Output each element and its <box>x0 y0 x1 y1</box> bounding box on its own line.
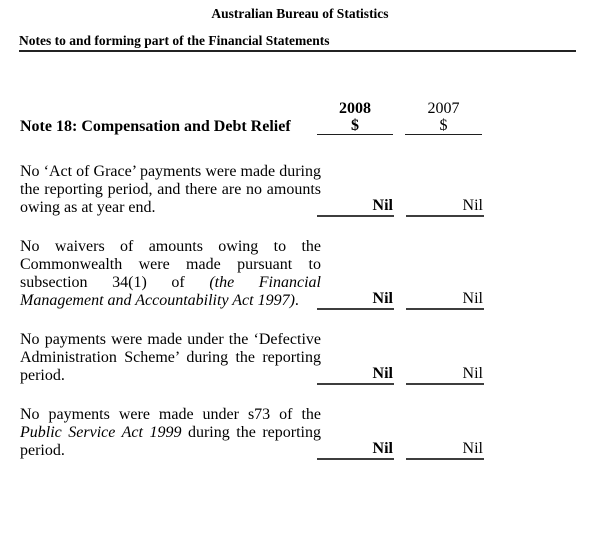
note-table <box>20 100 600 460</box>
column-header-year-2008: 2008 <box>339 100 371 117</box>
note-heading: Note 18: Compensation and Debt Relief <box>20 118 291 135</box>
value-2008: Nil <box>317 197 394 217</box>
note-text: No waivers of amounts owing to the Commonwealth were made pursuant to subsection 34(1) of (the Financial Management and Accountability Act 1997). <box>20 238 321 309</box>
document-title: Australian Bureau of Statistics <box>211 6 389 21</box>
column-header-year-2007: 2007 <box>427 100 460 117</box>
note-row-waivers <box>20 238 600 310</box>
value-2007: Nil <box>406 440 484 460</box>
value-2008: Nil <box>317 290 394 310</box>
section-header: Notes to and forming part of the Financial Statements <box>19 34 576 52</box>
column-unit-2007: $ <box>405 117 482 135</box>
value-2007: Nil <box>406 197 484 217</box>
year-header-row <box>20 100 600 117</box>
note-row-defective-administration <box>20 331 600 385</box>
value-2007: Nil <box>406 365 484 385</box>
note-row-public-service-act <box>20 406 600 460</box>
value-2007: Nil <box>406 290 484 310</box>
note-text: No payments were made under the ‘Defective Administration Scheme’ during the reporting period. <box>20 331 321 384</box>
note-text: No payments were made under s73 of the Public Service Act 1999 during the reporting period. <box>20 406 322 459</box>
note-heading-row <box>20 117 600 135</box>
note-text: No ‘Act of Grace’ payments were made during the reporting period, and there are no amounts owing as at year end. <box>20 163 321 216</box>
value-2008: Nil <box>317 440 394 460</box>
note-row-act-of-grace <box>20 163 600 217</box>
value-2008: Nil <box>317 365 394 385</box>
column-unit-2008: $ <box>317 117 393 135</box>
